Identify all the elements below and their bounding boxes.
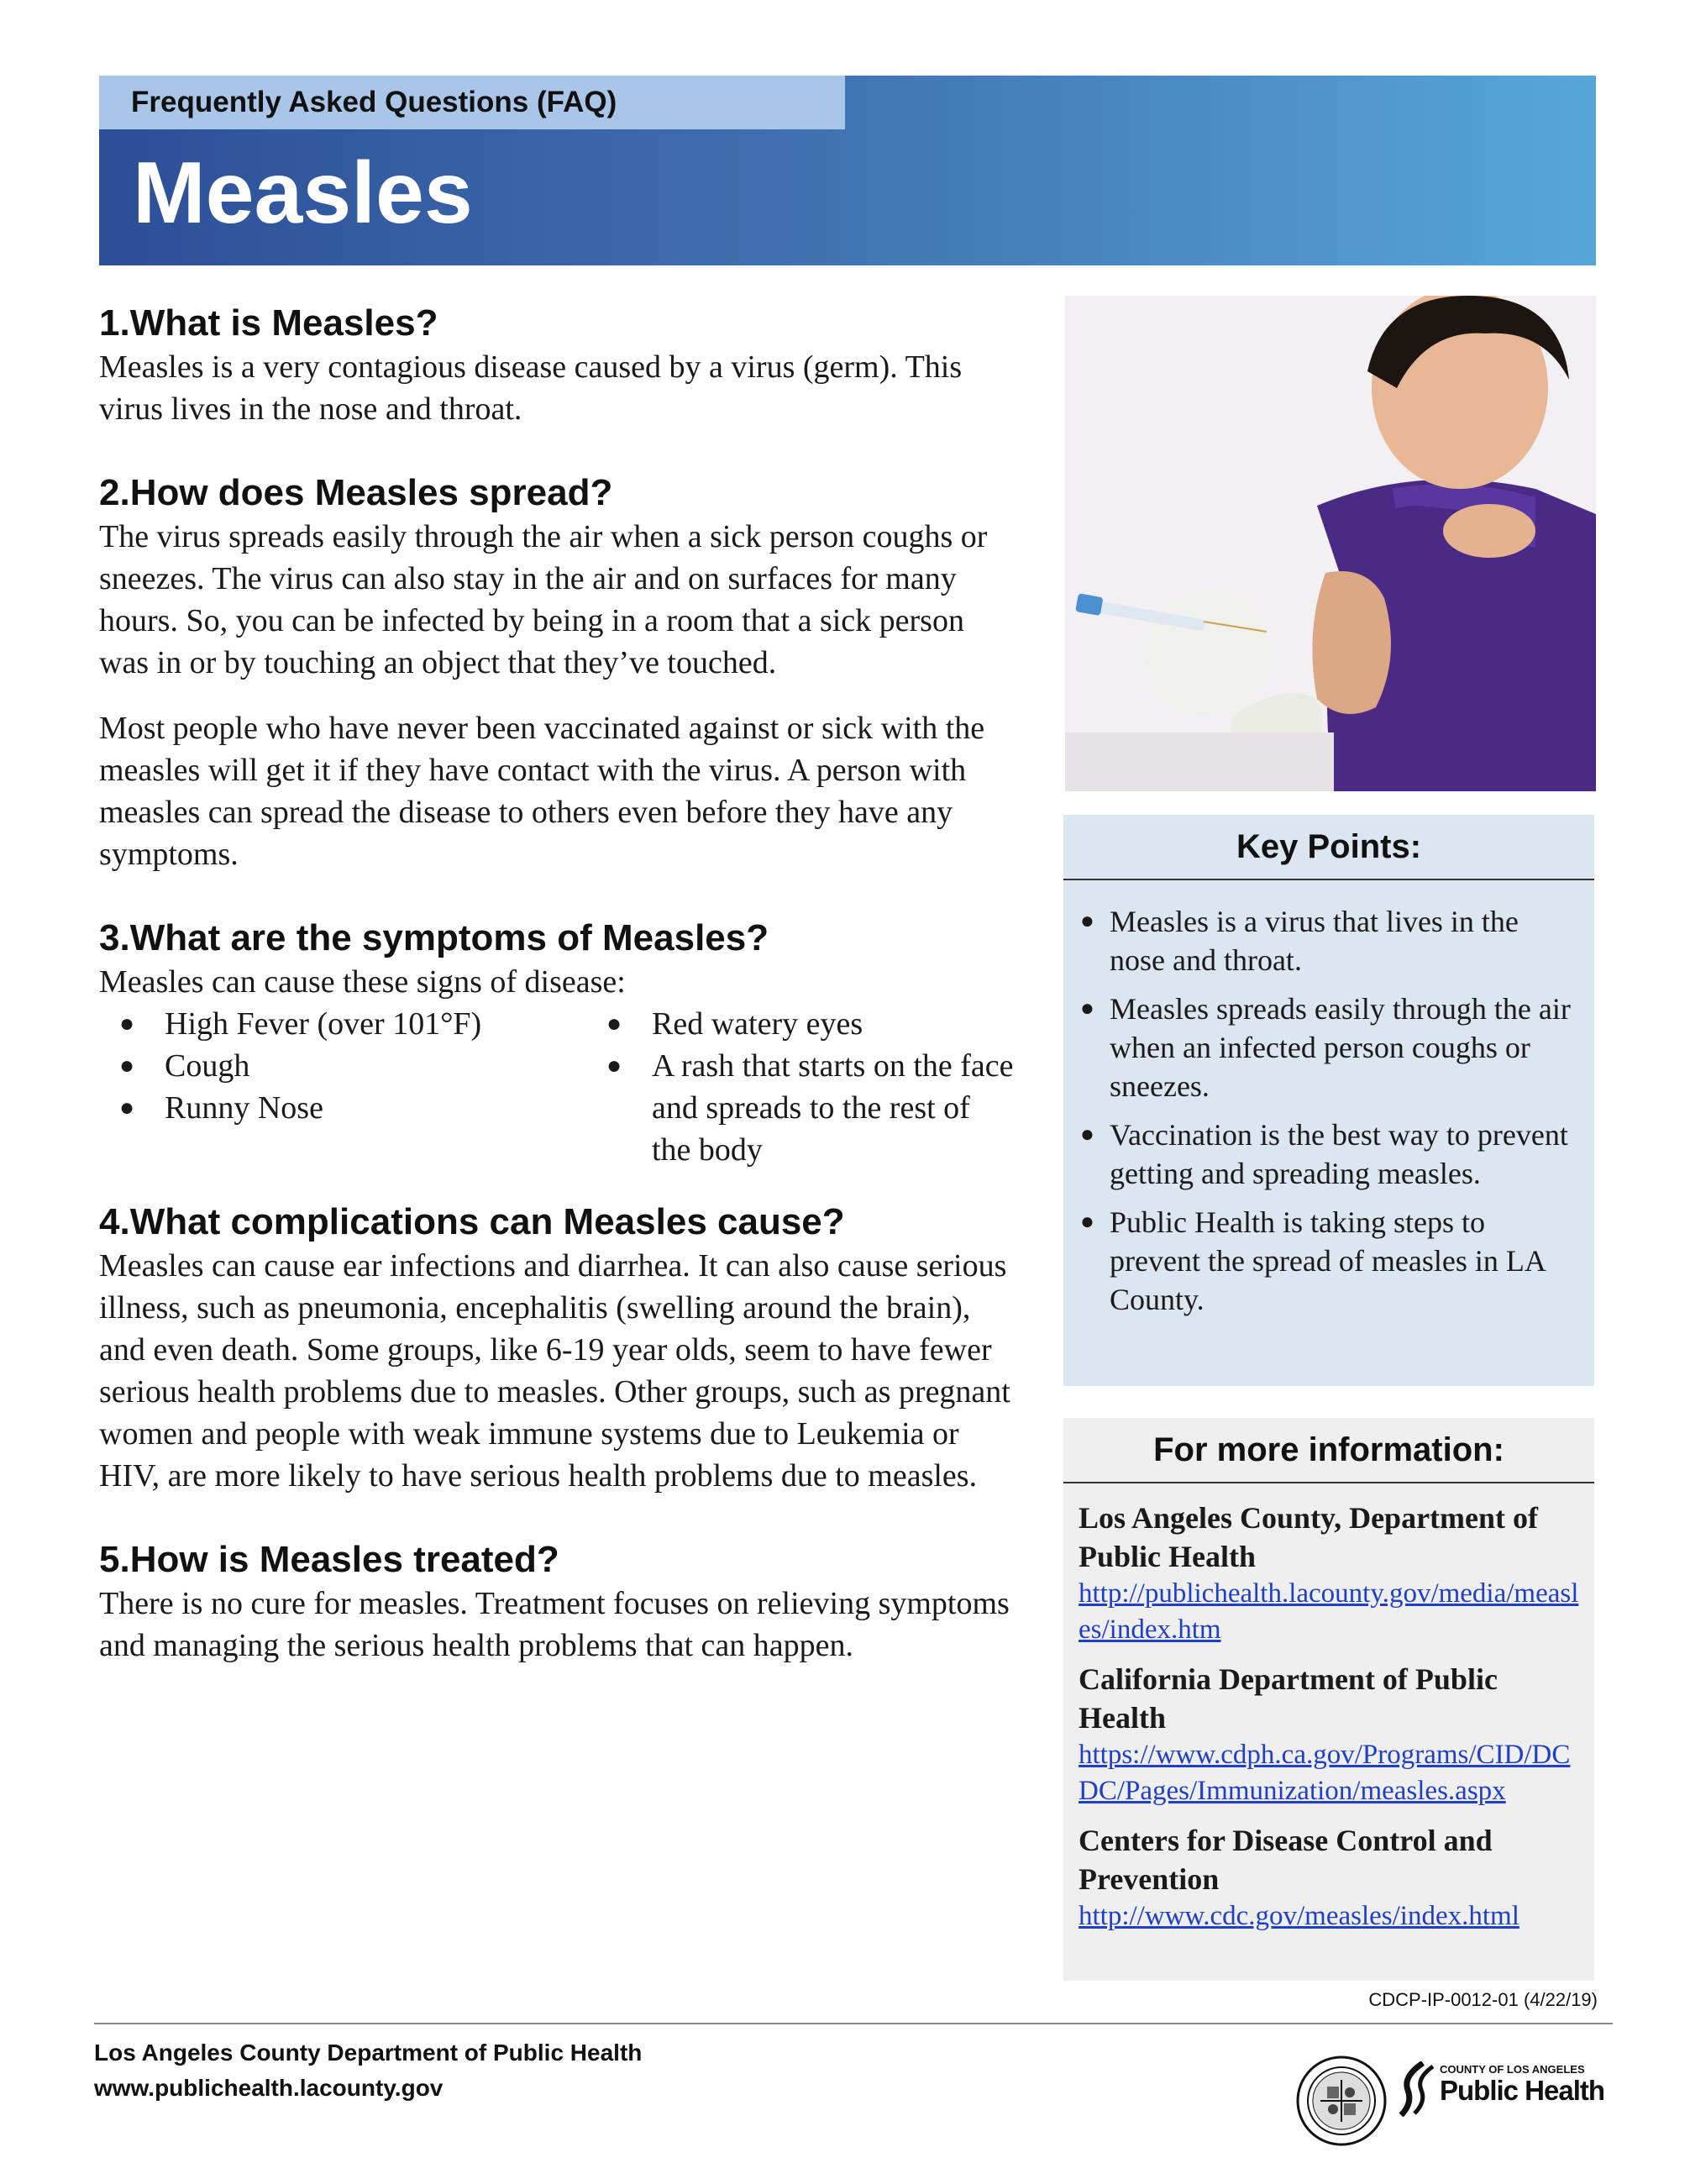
- section-heading: 3.What are the symptoms of Measles?: [99, 917, 769, 958]
- document-code: CDCP-IP-0012-01 (4/22/19): [1368, 1989, 1598, 2010]
- list-item: ● Measles spreads easily through the air when an infected person coughs or sneezes.: [1079, 990, 1579, 1105]
- header-banner: [99, 76, 1596, 265]
- footer-organization: Los Angeles County Department of Public Health: [94, 2040, 643, 2066]
- source-link[interactable]: https://www.cdph.ca.gov/Programs/CID/DCDC/Pages/Immunization/measles.aspx: [1079, 1740, 1571, 1806]
- key-points-list: [1063, 902, 1594, 1319]
- county-seal-icon: [1295, 2055, 1388, 2147]
- source-name: Los Angeles County, Department of Public Health: [1079, 1501, 1538, 1573]
- source-name: California Department of Public Health: [1079, 1662, 1498, 1735]
- bullet-icon: ●: [606, 1010, 622, 1037]
- bullet-icon: ●: [1080, 1209, 1094, 1235]
- source-link[interactable]: http://www.cdc.gov/measles/index.html: [1079, 1901, 1519, 1931]
- section-heading: 5.How is Measles treated?: [99, 1539, 559, 1580]
- list-item: ● Runny Nose: [99, 1087, 586, 1129]
- section-paragraph: Measles can cause ear infections and diarrhea. It can also cause serious illness, such as pneumonia, encephalitis (swelling around the brain), and even death. Some groups, like 6-19 year olds, seem to have fewer serious health problems due to measles. Other groups, such as pregnant women and people with weak immune systems due to Leukemia or HIV, are more likely to have serious health problems due to measles.: [99, 1248, 1010, 1494]
- symptoms-column-left: [99, 1003, 586, 1171]
- list-item: ● Vaccination is the best way to prevent getting and spreading measles.: [1079, 1116, 1579, 1193]
- section-heading: 4.What complications can Measles cause?: [99, 1201, 845, 1242]
- section-treatment: [99, 1537, 1015, 1667]
- section-spread: [99, 470, 1015, 875]
- child-vaccination-illustration: [1065, 296, 1596, 791]
- section-heading: 2.How does Measles spread?: [99, 472, 613, 513]
- symptoms-column-right: [586, 1003, 1015, 1171]
- bullet-icon: ●: [606, 1052, 622, 1079]
- symptoms-intro: Measles can cause these signs of disease:: [99, 964, 626, 1000]
- list-item: ● Red watery eyes: [586, 1003, 1015, 1045]
- footer-divider: [94, 2023, 1613, 2024]
- symptoms-list: [99, 1003, 1015, 1171]
- more-info-title: For more information:: [1153, 1431, 1504, 1468]
- bullet-icon: ●: [119, 1094, 135, 1121]
- list-item: ● Public Health is taking steps to prevent the spread of measles in LA County.: [1079, 1203, 1579, 1319]
- logo-county-text: COUNTY OF LOS ANGELES: [1440, 2063, 1585, 2076]
- section-heading: 1.What is Measles?: [99, 302, 438, 344]
- list-item: ● A rash that starts on the face and spreads to the rest of the body: [586, 1045, 1015, 1171]
- divider: [1063, 879, 1594, 880]
- bullet-icon: ●: [119, 1052, 135, 1079]
- section-paragraph: Most people who have never been vaccinated against or sick with the measles will get it if they have contact with the virus. A person with measles can spread the disease to others even before they have any symptoms.: [99, 711, 985, 872]
- logo-public-health-text: Public Health: [1440, 2075, 1605, 2106]
- public-health-mark-icon: [1398, 2061, 1436, 2117]
- page-title: Measles: [133, 144, 473, 242]
- section-paragraph: The virus spreads easily through the air when a sick person coughs or sneezes. The virus can also stay in the air and on surfaces for many hours. So, you can be infected by being in a room that a sick person was in or by touching an object that they’ve touched.: [99, 519, 988, 680]
- bullet-icon: ●: [1080, 908, 1094, 934]
- faq-content: [99, 301, 1015, 1707]
- key-points-title: Key Points:: [1236, 828, 1422, 865]
- section-what-is: [99, 301, 1015, 430]
- section-paragraph: Measles is a very contagious disease caused by a virus (germ). This virus lives in the nose and throat.: [99, 349, 963, 427]
- section-paragraph: There is no cure for measles. Treatment focuses on relieving symptoms and managing the serious health problems that can happen.: [99, 1586, 1010, 1663]
- source-name: Centers for Disease Control and Prevention: [1079, 1824, 1493, 1896]
- bullet-icon: ●: [1080, 1121, 1094, 1147]
- key-points-box: [1063, 815, 1594, 1386]
- vaccination-photo: [1065, 296, 1596, 791]
- bullet-icon: ●: [119, 1010, 135, 1037]
- more-info-box: [1063, 1418, 1594, 1981]
- list-item: ● Measles is a virus that lives in the nose and throat.: [1079, 902, 1579, 979]
- bullet-icon: ●: [1080, 995, 1094, 1021]
- public-health-logo: [1398, 2060, 1605, 2118]
- footer-website[interactable]: www.publichealth.lacounty.gov: [94, 2075, 443, 2101]
- section-complications: [99, 1200, 1015, 1497]
- source-link[interactable]: http://publichealth.lacounty.gov/media/measles/index.htm: [1079, 1578, 1579, 1645]
- list-item: ● Cough: [99, 1045, 586, 1087]
- faq-label: Frequently Asked Questions (FAQ): [99, 76, 845, 129]
- section-symptoms: [99, 916, 1015, 1171]
- list-item: ● High Fever (over 101°F): [99, 1003, 586, 1045]
